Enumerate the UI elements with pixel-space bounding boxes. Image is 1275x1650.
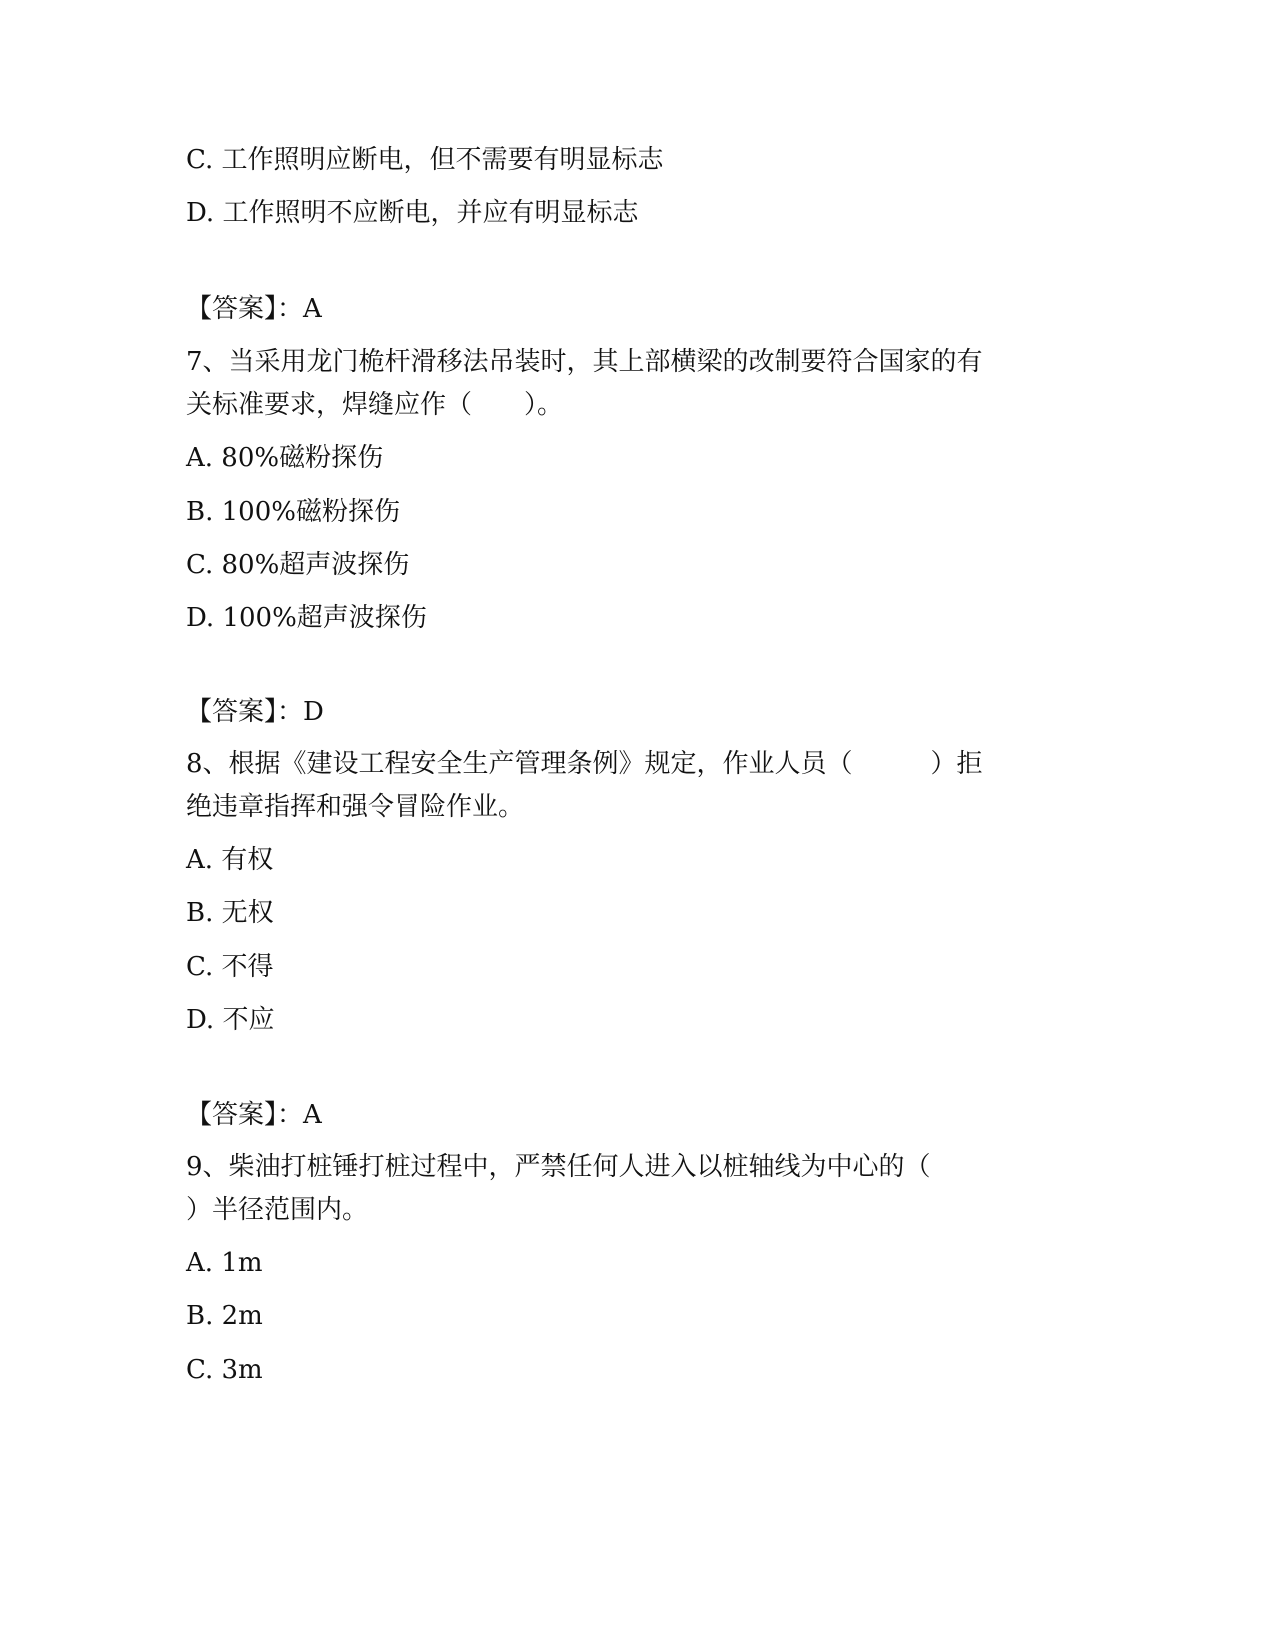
question-9-stem-line-1: 9、柴油打桩锤打桩过程中，严禁任何人进入以桩轴线为中心的（ (186, 1152, 931, 1182)
option-d: D. 工作照明不应断电，并应有明显标志 (186, 198, 639, 228)
question-7-option-b: B. 100%磁粉探伤 (186, 497, 400, 527)
question-7-option-a: A. 80%磁粉探伤 (186, 443, 384, 473)
question-9-stem-line-2: ）半径范围内。 (186, 1195, 369, 1225)
question-8-stem-line-2: 绝违章指挥和强令冒险作业。 (186, 792, 525, 822)
question-8-stem-line-1: 8、根据《建设工程安全生产管理条例》规定，作业人员（ ）拒 (186, 749, 983, 779)
question-9-option-a: A. 1m (186, 1248, 263, 1278)
question-9-option-c: C. 3m (186, 1355, 263, 1385)
question-8-option-a: A. 有权 (186, 845, 274, 875)
question-9-option-b: B. 2m (186, 1301, 263, 1331)
question-7-option-c: C. 80%超声波探伤 (186, 550, 410, 580)
question-8-option-d: D. 不应 (186, 1005, 275, 1035)
answer-label: 【答案】：A (186, 294, 322, 324)
question-7-stem-line-2: 关标准要求，焊缝应作（ ）。 (186, 390, 564, 420)
question-8-option-c: C. 不得 (186, 952, 274, 982)
option-c: C. 工作照明应断电，但不需要有明显标志 (186, 145, 664, 175)
question-7-option-d: D. 100%超声波探伤 (186, 603, 427, 633)
question-8-answer: 【答案】：A (186, 1100, 322, 1130)
question-7-answer: 【答案】：D (186, 697, 324, 727)
question-7-stem-line-1: 7、当采用龙门桅杆滑移法吊装时，其上部横梁的改制要符合国家的有 (186, 347, 983, 377)
question-8-option-b: B. 无权 (186, 898, 274, 928)
